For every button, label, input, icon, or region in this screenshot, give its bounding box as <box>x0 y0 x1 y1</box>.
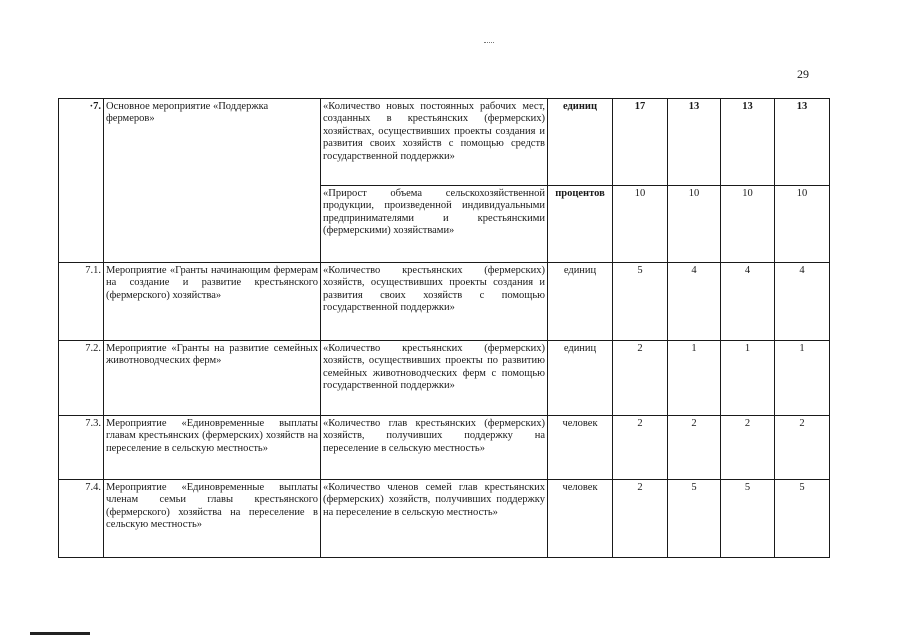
value-cell: 1 <box>668 341 721 416</box>
value-cell: 2 <box>613 416 668 480</box>
value-cell: 13 <box>668 99 721 186</box>
value-cell: 10 <box>613 186 668 263</box>
indicators-table <box>58 98 830 558</box>
row-number: 7.2. <box>59 341 104 416</box>
value-cell: 5 <box>775 480 830 558</box>
value-cell: 13 <box>775 99 830 186</box>
value-cell: 2 <box>668 416 721 480</box>
row-number: ·7. <box>59 99 104 263</box>
scan-speck <box>484 42 494 44</box>
value-cell: 5 <box>668 480 721 558</box>
indicator-text: «Количество крестьянских (фермерских) хозяйств, осуществивших проекты по развитию семейных животноводческих ферм с помощью государственной поддержки» <box>321 341 548 416</box>
indicator-text: «Количество новых постоянных рабочих мест, созданных в крестьянских (фермерских) хозяйствах, осуществивших проекты создания и развития своих хозяйств с помощью средств государственной поддержки» <box>321 99 548 186</box>
indicator-text: «Прирост объема сельскохозяйственной продукции, произведенной индивидуальными предпринимателями и крестьянскими (фермерскими) хозяйствами» <box>321 186 548 263</box>
unit-cell: единиц <box>548 99 613 186</box>
value-cell: 2 <box>613 480 668 558</box>
value-cell: 2 <box>721 416 775 480</box>
value-cell: 5 <box>721 480 775 558</box>
unit-cell: единиц <box>548 263 613 341</box>
measure-name: Мероприятие «Единовременные выплаты членам семьи главы крестьянского (фермерского) хозяйства на переселение в сельскую местность» <box>104 480 321 558</box>
unit-cell: человек <box>548 480 613 558</box>
unit-cell: единиц <box>548 341 613 416</box>
row-number: 7.3. <box>59 416 104 480</box>
value-cell: 4 <box>668 263 721 341</box>
unit-cell: человек <box>548 416 613 480</box>
measure-name: Мероприятие «Гранты на развитие семейных животноводческих ферм» <box>104 341 321 416</box>
value-cell: 17 <box>613 99 668 186</box>
value-cell: 2 <box>613 341 668 416</box>
table-row <box>59 99 830 186</box>
value-cell: 4 <box>775 263 830 341</box>
table-row <box>59 341 830 416</box>
indicator-text: «Количество членов семей глав крестьянских (фермерских) хозяйств, получивших поддержку на переселение в сельскую местность» <box>321 480 548 558</box>
value-cell: 10 <box>775 186 830 263</box>
measure-name: Мероприятие «Гранты начинающим фермерам на создание и развитие крестьянского (фермерского) хозяйства» <box>104 263 321 341</box>
value-cell: 10 <box>668 186 721 263</box>
table-row <box>59 263 830 341</box>
page-number: 29 <box>797 67 809 81</box>
unit-cell: процентов <box>548 186 613 263</box>
table-row <box>59 480 830 558</box>
value-cell: 10 <box>721 186 775 263</box>
value-cell: 2 <box>775 416 830 480</box>
row-number: 7.1. <box>59 263 104 341</box>
value-cell: 1 <box>775 341 830 416</box>
table-row <box>59 416 830 480</box>
measure-name: Мероприятие «Единовременные выплаты главам крестьянских (фермерских) хозяйств на переселение в сельскую местность» <box>104 416 321 480</box>
indicator-text: «Количество глав крестьянских (фермерских) хозяйств, получивших поддержку на переселение в сельскую местность» <box>321 416 548 480</box>
scan-artifact-line <box>30 632 90 635</box>
value-cell: 5 <box>613 263 668 341</box>
value-cell: 13 <box>721 99 775 186</box>
measure-name: Основное мероприятие «Поддержка фермеров» <box>104 99 321 263</box>
row-number: 7.4. <box>59 480 104 558</box>
value-cell: 4 <box>721 263 775 341</box>
indicator-text: «Количество крестьянских (фермерских) хозяйств, осуществивших проекты создания и развития своих хозяйств с помощью государственной поддержки» <box>321 263 548 341</box>
value-cell: 1 <box>721 341 775 416</box>
